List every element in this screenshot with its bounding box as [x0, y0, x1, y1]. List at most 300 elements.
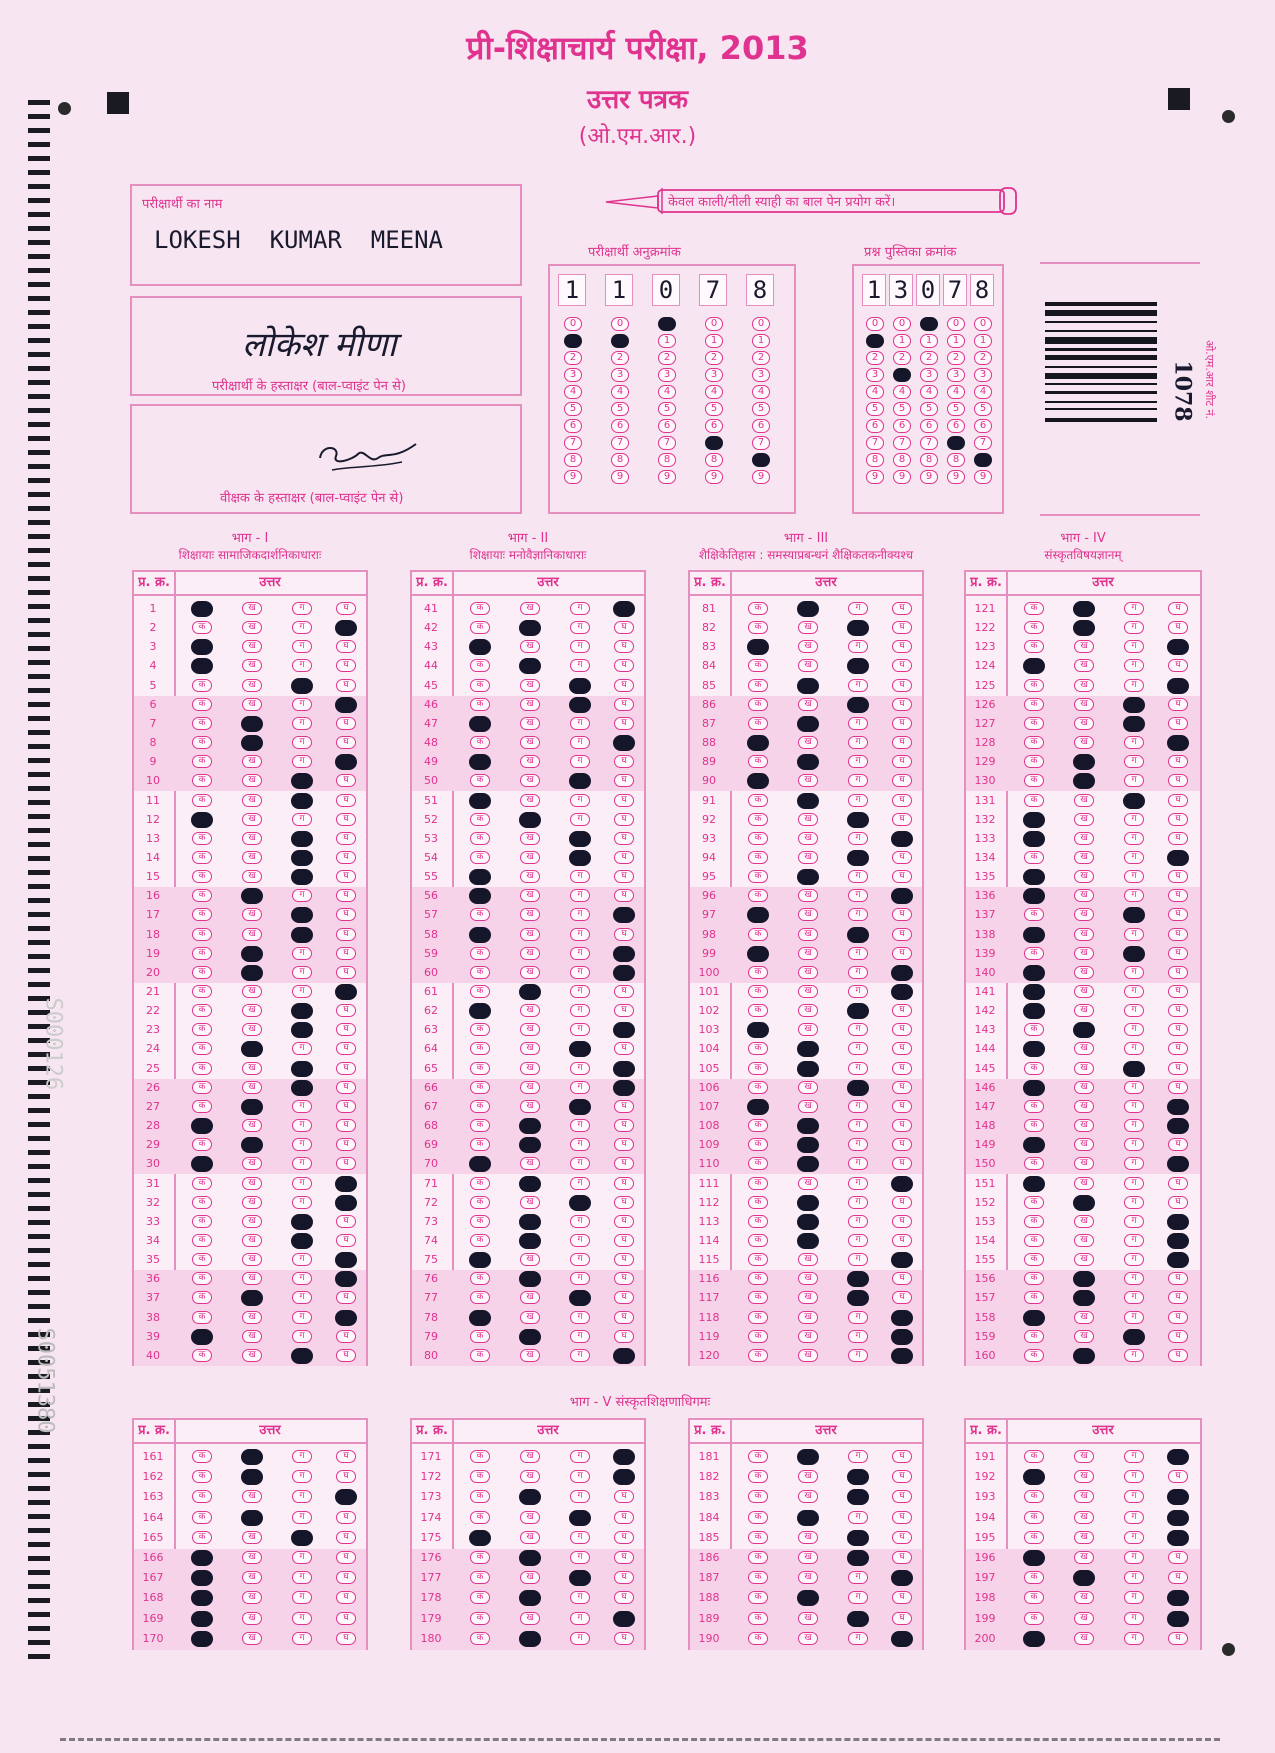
answer-bubble[interactable]	[1073, 1195, 1095, 1211]
answer-bubble[interactable]: ख	[520, 1311, 540, 1324]
answer-bubble[interactable]: क	[470, 985, 490, 998]
roll-digit-bubble[interactable]: 9	[564, 470, 582, 484]
answer-bubble[interactable]	[613, 735, 635, 751]
answer-bubble[interactable]	[891, 965, 913, 981]
answer-bubble[interactable]: ग	[848, 1591, 868, 1604]
answer-bubble[interactable]: ग	[292, 1157, 312, 1170]
answer-bubble[interactable]: क	[1024, 1531, 1044, 1544]
answer-bubble[interactable]: क	[470, 851, 490, 864]
answer-bubble[interactable]: ख	[242, 851, 262, 864]
answer-bubble[interactable]: क	[748, 1157, 768, 1170]
answer-bubble[interactable]: ख	[242, 1612, 262, 1625]
answer-bubble[interactable]	[1167, 1233, 1189, 1249]
roll-digit-bubble[interactable]: 6	[564, 419, 582, 433]
roll-digit-bubble[interactable]: 8	[705, 453, 723, 467]
answer-bubble[interactable]: ख	[520, 774, 540, 787]
answer-bubble[interactable]	[241, 965, 263, 981]
answer-bubble[interactable]: ग	[570, 602, 590, 615]
answer-bubble[interactable]: ग	[1124, 736, 1144, 749]
answer-bubble[interactable]	[1167, 1118, 1189, 1134]
answer-bubble[interactable]	[469, 1310, 491, 1326]
answer-bubble[interactable]: क	[748, 1349, 768, 1362]
answer-bubble[interactable]: ख	[520, 1023, 540, 1036]
answer-bubble[interactable]	[241, 946, 263, 962]
answer-bubble[interactable]: क	[470, 1272, 490, 1285]
answer-bubble[interactable]	[569, 1099, 591, 1115]
answer-bubble[interactable]: ग	[570, 1272, 590, 1285]
answer-bubble[interactable]	[847, 1469, 869, 1485]
answer-bubble[interactable]: ख	[1074, 1551, 1094, 1564]
answer-bubble[interactable]: ख	[520, 1291, 540, 1304]
booklet-digit-bubble[interactable]: 3	[974, 368, 992, 382]
answer-bubble[interactable]: ख	[242, 1531, 262, 1544]
answer-bubble[interactable]: घ	[336, 1062, 356, 1075]
answer-bubble[interactable]	[1073, 1348, 1095, 1364]
answer-bubble[interactable]	[1167, 639, 1189, 655]
answer-bubble[interactable]: क	[470, 698, 490, 711]
booklet-digit-bubble[interactable]: 2	[920, 351, 938, 365]
answer-bubble[interactable]: घ	[336, 1215, 356, 1228]
answer-bubble[interactable]: क	[748, 1253, 768, 1266]
roll-digit-bubble[interactable]: 8	[658, 453, 676, 467]
answer-bubble[interactable]: घ	[892, 1531, 912, 1544]
answer-bubble[interactable]	[519, 1271, 541, 1287]
answer-bubble[interactable]	[335, 1195, 357, 1211]
answer-bubble[interactable]: ग	[292, 1042, 312, 1055]
answer-bubble[interactable]: क	[470, 1490, 490, 1503]
booklet-digit-bubble[interactable]: 6	[866, 419, 884, 433]
answer-bubble[interactable]: घ	[892, 717, 912, 730]
answer-bubble[interactable]: क	[1024, 1612, 1044, 1625]
answer-bubble[interactable]: ख	[520, 1612, 540, 1625]
answer-bubble[interactable]: ग	[570, 1470, 590, 1483]
answer-bubble[interactable]: क	[192, 889, 212, 902]
roll-digit-bubble[interactable]: 0	[564, 317, 582, 331]
answer-bubble[interactable]: घ	[614, 1253, 634, 1266]
answer-bubble[interactable]: क	[192, 1062, 212, 1075]
answer-bubble[interactable]: ख	[520, 1062, 540, 1075]
answer-bubble[interactable]	[1167, 1252, 1189, 1268]
answer-bubble[interactable]: घ	[336, 1119, 356, 1132]
answer-bubble[interactable]: घ	[892, 698, 912, 711]
answer-bubble[interactable]: ख	[242, 1253, 262, 1266]
answer-bubble[interactable]	[469, 1003, 491, 1019]
answer-bubble[interactable]: क	[1024, 736, 1044, 749]
answer-bubble[interactable]: ग	[292, 1291, 312, 1304]
roll-digit-bubble[interactable]	[611, 334, 629, 348]
answer-bubble[interactable]: क	[748, 889, 768, 902]
roll-digit-bubble[interactable]: 9	[658, 470, 676, 484]
answer-bubble[interactable]: क	[192, 1531, 212, 1544]
answer-bubble[interactable]	[569, 1041, 591, 1057]
roll-digit-bubble[interactable]: 3	[611, 368, 629, 382]
answer-bubble[interactable]: क	[748, 1450, 768, 1463]
answer-bubble[interactable]	[191, 1590, 213, 1606]
answer-bubble[interactable]	[241, 1041, 263, 1057]
answer-bubble[interactable]: ग	[1124, 640, 1144, 653]
answer-bubble[interactable]: ख	[798, 1291, 818, 1304]
answer-bubble[interactable]: ग	[292, 659, 312, 672]
answer-bubble[interactable]: घ	[1168, 908, 1188, 921]
answer-bubble[interactable]: ग	[848, 966, 868, 979]
answer-bubble[interactable]: घ	[892, 794, 912, 807]
roll-digit-bubble[interactable]: 2	[611, 351, 629, 365]
answer-bubble[interactable]: क	[470, 1330, 490, 1343]
answer-bubble[interactable]: ग	[292, 1490, 312, 1503]
booklet-digit-bubble[interactable]: 5	[947, 402, 965, 416]
answer-bubble[interactable]	[847, 1290, 869, 1306]
roll-digit-bubble[interactable]: 7	[611, 436, 629, 450]
answer-bubble[interactable]: क	[192, 1215, 212, 1228]
answer-bubble[interactable]: घ	[1168, 870, 1188, 883]
answer-bubble[interactable]: ग	[292, 602, 312, 615]
booklet-digit-bubble[interactable]: 3	[866, 368, 884, 382]
answer-bubble[interactable]: घ	[892, 813, 912, 826]
answer-bubble[interactable]	[335, 1489, 357, 1505]
answer-bubble[interactable]: ग	[848, 947, 868, 960]
answer-bubble[interactable]: ग	[1124, 851, 1144, 864]
answer-bubble[interactable]: घ	[892, 1100, 912, 1113]
answer-bubble[interactable]: क	[1024, 947, 1044, 960]
answer-bubble[interactable]	[241, 888, 263, 904]
answer-bubble[interactable]: ख	[798, 928, 818, 941]
answer-bubble[interactable]: घ	[892, 1196, 912, 1209]
answer-bubble[interactable]	[469, 639, 491, 655]
answer-bubble[interactable]: क	[1024, 1511, 1044, 1524]
answer-bubble[interactable]: घ	[336, 947, 356, 960]
answer-bubble[interactable]: ख	[1074, 947, 1094, 960]
answer-bubble[interactable]: ग	[848, 640, 868, 653]
answer-bubble[interactable]	[1073, 601, 1095, 617]
answer-bubble[interactable]: ग	[292, 717, 312, 730]
answer-bubble[interactable]: ग	[292, 698, 312, 711]
answer-bubble[interactable]: घ	[614, 774, 634, 787]
answer-bubble[interactable]: घ	[614, 851, 634, 864]
answer-bubble[interactable]: ख	[242, 1196, 262, 1209]
answer-bubble[interactable]: क	[1024, 698, 1044, 711]
answer-bubble[interactable]: ग	[292, 889, 312, 902]
answer-bubble[interactable]: क	[470, 1470, 490, 1483]
answer-bubble[interactable]	[797, 1195, 819, 1211]
answer-bubble[interactable]: ख	[520, 889, 540, 902]
answer-bubble[interactable]: घ	[892, 1511, 912, 1524]
answer-bubble[interactable]: घ	[614, 813, 634, 826]
answer-bubble[interactable]: ख	[798, 851, 818, 864]
answer-bubble[interactable]	[797, 869, 819, 885]
answer-bubble[interactable]: क	[748, 1511, 768, 1524]
answer-bubble[interactable]: घ	[614, 1119, 634, 1132]
answer-bubble[interactable]	[335, 620, 357, 636]
answer-bubble[interactable]: घ	[614, 1571, 634, 1584]
answer-bubble[interactable]: ख	[798, 1470, 818, 1483]
answer-bubble[interactable]	[1073, 773, 1095, 789]
answer-bubble[interactable]	[469, 716, 491, 732]
answer-bubble[interactable]	[241, 1099, 263, 1115]
answer-bubble[interactable]: घ	[336, 1291, 356, 1304]
answer-bubble[interactable]: ग	[848, 1253, 868, 1266]
answer-bubble[interactable]: ग	[570, 1490, 590, 1503]
answer-bubble[interactable]	[519, 1176, 541, 1192]
answer-bubble[interactable]: ख	[242, 640, 262, 653]
answer-bubble[interactable]: ग	[848, 602, 868, 615]
answer-bubble[interactable]: क	[192, 1470, 212, 1483]
answer-bubble[interactable]: क	[1024, 640, 1044, 653]
answer-bubble[interactable]	[291, 1003, 313, 1019]
answer-bubble[interactable]: घ	[614, 870, 634, 883]
answer-bubble[interactable]: ग	[848, 1215, 868, 1228]
answer-bubble[interactable]: घ	[1168, 813, 1188, 826]
answer-bubble[interactable]: ग	[1124, 966, 1144, 979]
answer-bubble[interactable]	[1073, 1271, 1095, 1287]
answer-bubble[interactable]: ग	[1124, 1571, 1144, 1584]
booklet-digit-bubble[interactable]: 0	[947, 317, 965, 331]
answer-bubble[interactable]: ख	[242, 679, 262, 692]
answer-bubble[interactable]: क	[748, 1531, 768, 1544]
answer-bubble[interactable]: ग	[1124, 1490, 1144, 1503]
answer-bubble[interactable]: घ	[336, 717, 356, 730]
answer-bubble[interactable]: क	[470, 1215, 490, 1228]
answer-bubble[interactable]	[1023, 965, 1045, 981]
answer-bubble[interactable]	[291, 869, 313, 885]
answer-bubble[interactable]: ग	[1124, 1450, 1144, 1463]
roll-digit-bubble[interactable]: 4	[752, 385, 770, 399]
answer-bubble[interactable]: ख	[242, 1632, 262, 1645]
answer-bubble[interactable]: ख	[1074, 928, 1094, 941]
answer-bubble[interactable]: घ	[614, 679, 634, 692]
answer-bubble[interactable]: ग	[570, 908, 590, 921]
answer-bubble[interactable]: क	[1024, 1196, 1044, 1209]
roll-digit-bubble[interactable]: 2	[752, 351, 770, 365]
answer-bubble[interactable]	[191, 658, 213, 674]
answer-bubble[interactable]: क	[192, 966, 212, 979]
answer-bubble[interactable]: घ	[336, 1470, 356, 1483]
answer-bubble[interactable]: घ	[1168, 659, 1188, 672]
answer-bubble[interactable]	[569, 850, 591, 866]
answer-bubble[interactable]: ग	[1124, 774, 1144, 787]
roll-digit-bubble[interactable]: 5	[611, 402, 629, 416]
answer-bubble[interactable]	[569, 678, 591, 694]
answer-bubble[interactable]	[797, 754, 819, 770]
answer-bubble[interactable]: ग	[292, 1253, 312, 1266]
answer-bubble[interactable]: घ	[614, 1272, 634, 1285]
answer-bubble[interactable]: ग	[570, 755, 590, 768]
answer-bubble[interactable]: ख	[1074, 908, 1094, 921]
answer-bubble[interactable]: ख	[520, 832, 540, 845]
answer-bubble[interactable]: घ	[1168, 1081, 1188, 1094]
answer-bubble[interactable]: ग	[292, 1632, 312, 1645]
answer-bubble[interactable]: ग	[848, 755, 868, 768]
answer-bubble[interactable]	[847, 1530, 869, 1546]
answer-bubble[interactable]: क	[192, 679, 212, 692]
answer-bubble[interactable]: ग	[848, 1177, 868, 1190]
answer-bubble[interactable]: घ	[892, 1291, 912, 1304]
booklet-digit-bubble[interactable]: 0	[893, 317, 911, 331]
answer-bubble[interactable]: क	[470, 1291, 490, 1304]
answer-bubble[interactable]	[519, 812, 541, 828]
answer-bubble[interactable]: ख	[520, 947, 540, 960]
booklet-digit-bubble[interactable]: 8	[920, 453, 938, 467]
answer-bubble[interactable]: क	[470, 947, 490, 960]
answer-bubble[interactable]	[519, 1550, 541, 1566]
answer-bubble[interactable]: ख	[798, 985, 818, 998]
answer-bubble[interactable]	[797, 1041, 819, 1057]
answer-bubble[interactable]: ग	[570, 928, 590, 941]
answer-bubble[interactable]: क	[748, 1234, 768, 1247]
answer-bubble[interactable]	[241, 1469, 263, 1485]
booklet-digit-bubble[interactable]: 8	[866, 453, 884, 467]
answer-bubble[interactable]: क	[470, 621, 490, 634]
answer-bubble[interactable]: घ	[892, 947, 912, 960]
answer-bubble[interactable]: ग	[1124, 870, 1144, 883]
answer-bubble[interactable]	[291, 831, 313, 847]
roll-digit-bubble[interactable]: 5	[658, 402, 676, 416]
answer-bubble[interactable]	[613, 1022, 635, 1038]
answer-bubble[interactable]: ग	[848, 1450, 868, 1463]
answer-bubble[interactable]: घ	[892, 621, 912, 634]
answer-bubble[interactable]: क	[192, 1450, 212, 1463]
answer-bubble[interactable]: घ	[336, 1591, 356, 1604]
answer-bubble[interactable]	[469, 1530, 491, 1546]
answer-bubble[interactable]: ग	[570, 1531, 590, 1544]
answer-bubble[interactable]: ग	[1124, 1470, 1144, 1483]
answer-bubble[interactable]: ग	[848, 1196, 868, 1209]
booklet-digit-bubble[interactable]: 1	[974, 334, 992, 348]
answer-bubble[interactable]: ख	[242, 602, 262, 615]
answer-bubble[interactable]: ख	[798, 947, 818, 960]
booklet-digit-bubble[interactable]: 6	[893, 419, 911, 433]
answer-bubble[interactable]: घ	[614, 717, 634, 730]
answer-bubble[interactable]: क	[470, 659, 490, 672]
answer-bubble[interactable]: क	[192, 985, 212, 998]
answer-bubble[interactable]: ख	[798, 1023, 818, 1036]
answer-bubble[interactable]: ख	[520, 794, 540, 807]
answer-bubble[interactable]: क	[470, 1138, 490, 1151]
answer-bubble[interactable]	[891, 1252, 913, 1268]
answer-bubble[interactable]: ख	[1074, 1450, 1094, 1463]
answer-bubble[interactable]	[1023, 831, 1045, 847]
answer-bubble[interactable]: ग	[848, 889, 868, 902]
answer-bubble[interactable]: घ	[614, 640, 634, 653]
answer-bubble[interactable]: क	[748, 1272, 768, 1285]
answer-bubble[interactable]	[469, 1156, 491, 1172]
answer-bubble[interactable]: घ	[892, 1450, 912, 1463]
roll-digit-bubble[interactable]: 2	[564, 351, 582, 365]
answer-bubble[interactable]: क	[470, 1177, 490, 1190]
answer-bubble[interactable]: क	[470, 1042, 490, 1055]
booklet-digit-bubble[interactable]: 7	[920, 436, 938, 450]
answer-bubble[interactable]: क	[748, 1291, 768, 1304]
answer-bubble[interactable]: ग	[1124, 1138, 1144, 1151]
booklet-digit-bubble[interactable]: 9	[920, 470, 938, 484]
answer-bubble[interactable]: ग	[1124, 1119, 1144, 1132]
answer-bubble[interactable]: ख	[242, 659, 262, 672]
answer-bubble[interactable]	[1123, 1061, 1145, 1077]
answer-bubble[interactable]	[569, 1290, 591, 1306]
answer-bubble[interactable]: क	[748, 1177, 768, 1190]
answer-bubble[interactable]	[797, 1214, 819, 1230]
answer-bubble[interactable]	[569, 831, 591, 847]
answer-bubble[interactable]	[1023, 1469, 1045, 1485]
roll-digit-bubble[interactable]: 6	[705, 419, 723, 433]
answer-bubble[interactable]: ख	[798, 1612, 818, 1625]
answer-bubble[interactable]: क	[192, 736, 212, 749]
answer-bubble[interactable]	[469, 754, 491, 770]
answer-bubble[interactable]: ग	[570, 621, 590, 634]
answer-bubble[interactable]: ग	[292, 813, 312, 826]
answer-bubble[interactable]: घ	[336, 1349, 356, 1362]
answer-bubble[interactable]: ख	[520, 1253, 540, 1266]
answer-bubble[interactable]: क	[470, 1349, 490, 1362]
answer-bubble[interactable]: घ	[892, 1119, 912, 1132]
answer-bubble[interactable]: ख	[798, 1253, 818, 1266]
answer-bubble[interactable]: घ	[1168, 621, 1188, 634]
answer-bubble[interactable]: घ	[336, 908, 356, 921]
answer-bubble[interactable]: ख	[1074, 1081, 1094, 1094]
answer-bubble[interactable]: क	[1024, 755, 1044, 768]
answer-bubble[interactable]: घ	[1168, 1177, 1188, 1190]
answer-bubble[interactable]	[241, 1290, 263, 1306]
answer-bubble[interactable]	[191, 639, 213, 655]
answer-bubble[interactable]: घ	[892, 659, 912, 672]
answer-bubble[interactable]: ग	[1124, 1004, 1144, 1017]
answer-bubble[interactable]: ग	[570, 1119, 590, 1132]
answer-bubble[interactable]: घ	[336, 966, 356, 979]
answer-bubble[interactable]	[519, 620, 541, 636]
answer-bubble[interactable]: ग	[570, 1330, 590, 1343]
answer-bubble[interactable]	[847, 1080, 869, 1096]
answer-bubble[interactable]: ग	[292, 1511, 312, 1524]
answer-bubble[interactable]: ग	[1124, 659, 1144, 672]
answer-bubble[interactable]: ग	[848, 1349, 868, 1362]
answer-bubble[interactable]: ग	[848, 985, 868, 998]
answer-bubble[interactable]: घ	[336, 813, 356, 826]
answer-bubble[interactable]: क	[1024, 1291, 1044, 1304]
booklet-digit-bubble[interactable]: 7	[893, 436, 911, 450]
answer-bubble[interactable]: ग	[292, 1450, 312, 1463]
answer-bubble[interactable]: क	[748, 832, 768, 845]
answer-bubble[interactable]: ग	[848, 1023, 868, 1036]
answer-bubble[interactable]	[1167, 850, 1189, 866]
roll-digit-bubble[interactable]: 3	[705, 368, 723, 382]
answer-bubble[interactable]: घ	[614, 1291, 634, 1304]
answer-bubble[interactable]: क	[470, 1062, 490, 1075]
answer-bubble[interactable]: ख	[520, 1196, 540, 1209]
answer-bubble[interactable]	[191, 601, 213, 617]
answer-bubble[interactable]: क	[470, 1100, 490, 1113]
answer-bubble[interactable]: घ	[1168, 1291, 1188, 1304]
answer-bubble[interactable]: क	[748, 602, 768, 615]
answer-bubble[interactable]: घ	[336, 794, 356, 807]
answer-bubble[interactable]: क	[192, 1311, 212, 1324]
answer-bubble[interactable]: क	[192, 1042, 212, 1055]
answer-bubble[interactable]	[519, 1631, 541, 1647]
answer-bubble[interactable]: ख	[798, 966, 818, 979]
answer-bubble[interactable]	[191, 1570, 213, 1586]
answer-bubble[interactable]: क	[470, 1081, 490, 1094]
answer-bubble[interactable]: ग	[292, 755, 312, 768]
answer-bubble[interactable]	[797, 1233, 819, 1249]
booklet-digit-bubble[interactable]	[920, 317, 938, 331]
answer-bubble[interactable]: ग	[1124, 621, 1144, 634]
answer-bubble[interactable]: ख	[520, 1531, 540, 1544]
answer-bubble[interactable]: घ	[614, 1551, 634, 1564]
answer-bubble[interactable]	[1073, 754, 1095, 770]
answer-bubble[interactable]: ख	[798, 736, 818, 749]
answer-bubble[interactable]: ग	[570, 1215, 590, 1228]
answer-bubble[interactable]	[891, 1631, 913, 1647]
answer-bubble[interactable]	[519, 1137, 541, 1153]
answer-bubble[interactable]: घ	[1168, 774, 1188, 787]
